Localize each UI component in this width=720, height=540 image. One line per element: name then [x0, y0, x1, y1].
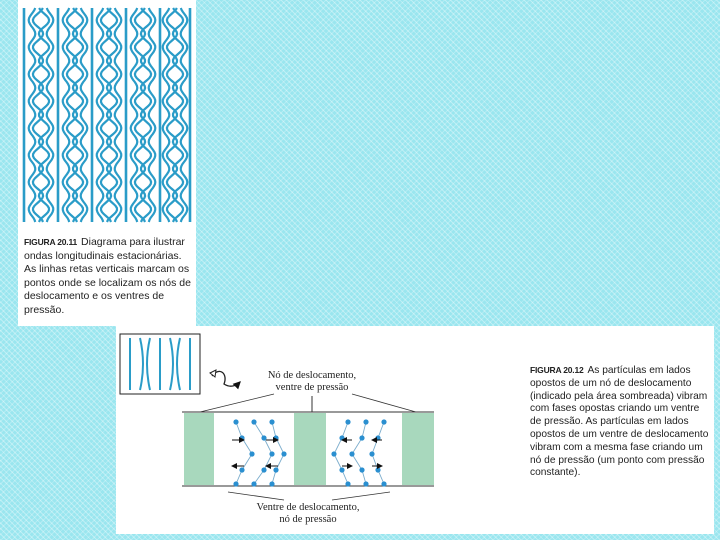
figure-20-11 — [18, 0, 196, 326]
particle — [269, 419, 274, 424]
wave-curve — [97, 8, 104, 222]
wave-curve — [149, 8, 156, 222]
particle — [369, 451, 374, 456]
label-displacement-node: Nó de deslocamento, — [267, 370, 357, 381]
figure-20-12-text: As partículas em lados opostos de um nó de deslocamento (indicado pela área sombreada) vibram com fases opostas criando um ventre de pressão. As partículas em lados opostos de um ventre de deslocamento vibram com a mesma fase criando um nó de pressão (um ponto com pressão constante). — [530, 365, 709, 479]
particle — [359, 467, 364, 472]
figure-20-11-text: Diagrama para ilustrar ondas longitudinais estacionárias. As linhas retas verticais marcam os pontos onde se localizam os nós de deslocamento e os ventres de pressão. — [24, 236, 191, 316]
figure-20-12 — [116, 326, 714, 534]
particle — [251, 481, 256, 486]
particle — [261, 467, 266, 472]
particle — [359, 435, 364, 440]
particle — [345, 419, 350, 424]
particle — [261, 435, 266, 440]
wave-curve — [29, 8, 36, 222]
particle — [349, 451, 354, 456]
curved-arrow-icon — [212, 371, 240, 386]
particle — [273, 467, 278, 472]
particle — [375, 467, 380, 472]
figure-20-11-number: FIGURA 20.11 — [24, 237, 78, 247]
particle — [281, 451, 286, 456]
particle — [339, 467, 344, 472]
particle — [249, 451, 254, 456]
figure-20-11-caption — [24, 236, 194, 318]
particle — [251, 419, 256, 424]
particle — [331, 451, 336, 456]
inset-thumbnail — [120, 334, 200, 394]
shaded-node-region — [402, 413, 434, 485]
wave-curve — [163, 8, 170, 222]
wave-curve — [131, 8, 138, 222]
label-pressure-antinode: ventre de pressão — [275, 382, 349, 393]
wave-curve — [47, 8, 54, 222]
shaded-node-region — [294, 413, 326, 485]
wave-curve — [115, 8, 122, 222]
figure-20-12-number: FIGURA 20.12 — [530, 365, 584, 375]
label-displacement-antinode: Ventre de deslocamento, — [256, 502, 360, 513]
particle — [345, 481, 350, 486]
particle — [381, 419, 386, 424]
wave-curve — [81, 8, 88, 222]
shaded-node-region — [184, 413, 214, 485]
particle — [239, 467, 244, 472]
particle — [269, 481, 274, 486]
particle — [381, 481, 386, 486]
particle — [363, 419, 368, 424]
tube — [182, 396, 434, 486]
displacement-node-antinode-diagram — [116, 326, 526, 534]
label-pressure-node: nó de pressão — [279, 514, 337, 525]
longitudinal-standing-wave-diagram — [18, 0, 196, 228]
wave-curve — [63, 8, 70, 222]
figure-20-12-caption — [530, 364, 710, 480]
wave-curve — [181, 8, 188, 222]
particle — [233, 419, 238, 424]
particle — [269, 451, 274, 456]
particle — [233, 481, 238, 486]
particle-trace — [254, 422, 272, 484]
particle — [363, 481, 368, 486]
